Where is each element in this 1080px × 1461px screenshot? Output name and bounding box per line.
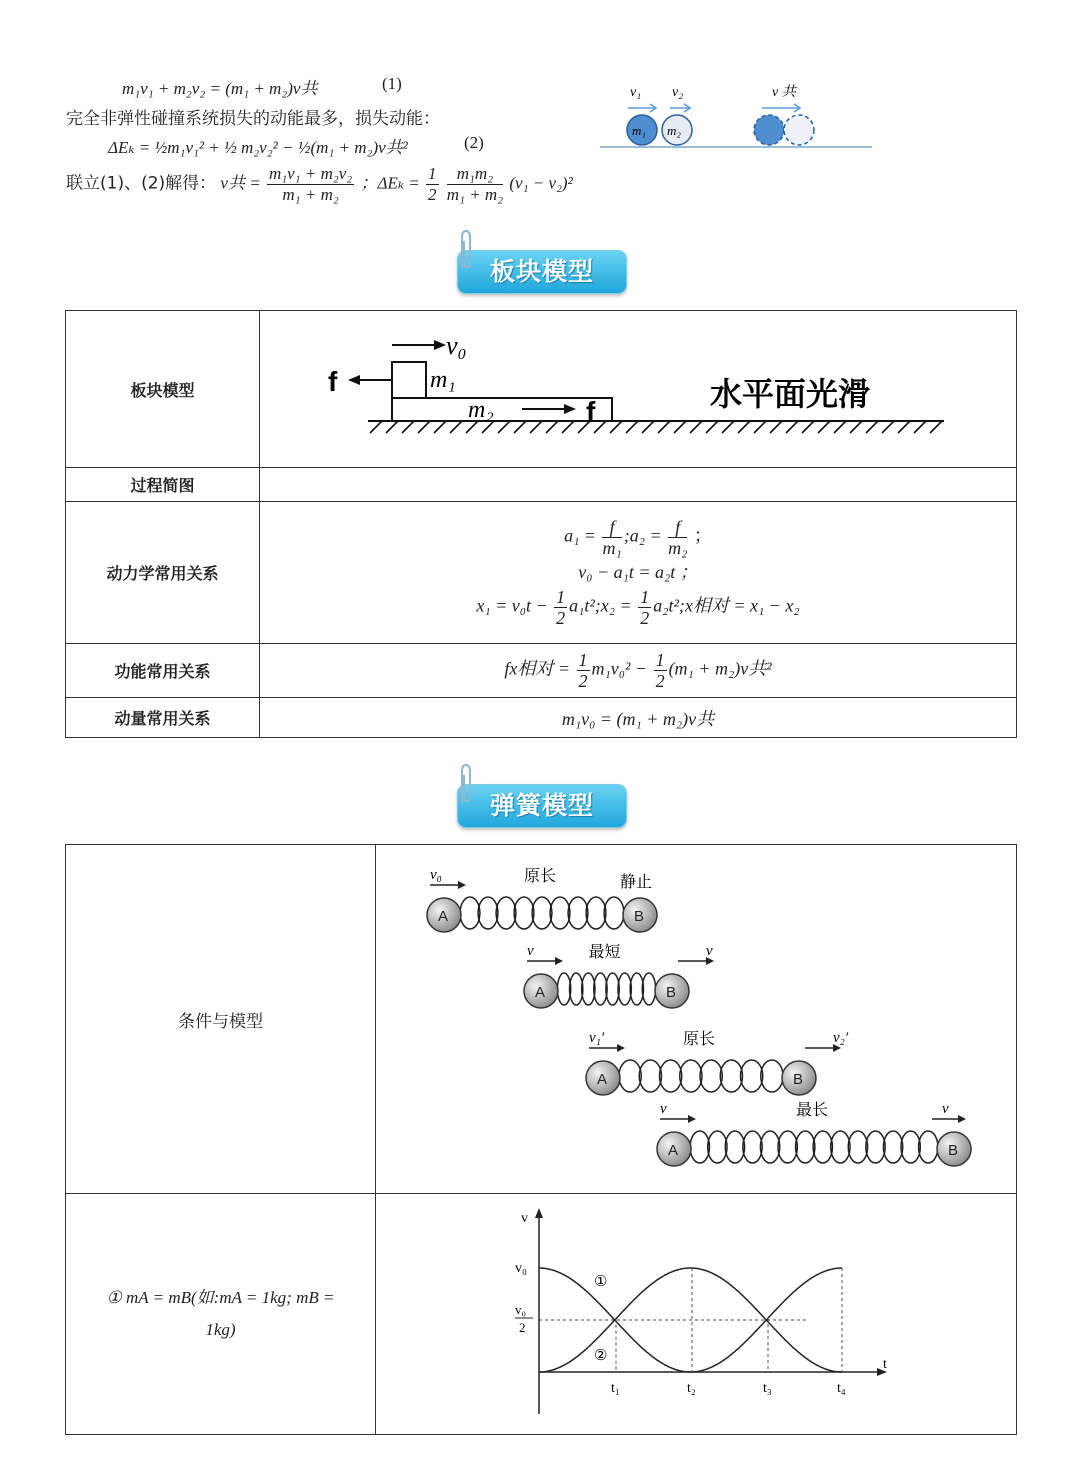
velocity-right-label: v <box>706 943 713 959</box>
spring-coil <box>725 1131 744 1163</box>
arrow-head-icon <box>555 957 563 965</box>
paperclip-icon <box>456 763 474 807</box>
spring-coil <box>720 1060 742 1092</box>
row-label: 动力学常用关系 <box>66 502 260 644</box>
arrow-icon <box>628 104 800 112</box>
spring-coil <box>796 1131 815 1163</box>
loss-text <box>66 104 440 129</box>
fraction-denominator: m₁ + m₂ <box>446 185 504 204</box>
spring-coil <box>743 1131 762 1163</box>
v-common-fraction <box>267 164 354 205</box>
spring-coil <box>618 973 631 1005</box>
table-row <box>66 502 1017 644</box>
ground-hatch <box>370 421 942 433</box>
x2-label: a₁t²;x₂ = <box>569 595 632 616</box>
vt-graph <box>376 1194 1016 1434</box>
arrow-head-icon <box>434 340 446 350</box>
hatch-line <box>866 421 878 433</box>
semicolon: ； <box>693 525 712 547</box>
hatch-line <box>658 421 670 433</box>
hatch-line <box>626 421 638 433</box>
condition-line-1: ① mA = mB(如:mA = 1kg; mB = <box>106 1287 335 1307</box>
spring-coil <box>642 973 655 1005</box>
arrow-head-icon <box>348 375 360 385</box>
hatch-line <box>610 421 622 433</box>
hatch-line <box>402 421 414 433</box>
arrow-head-icon <box>958 1115 966 1123</box>
energy-tail: (m₁ + m₂)v共² <box>668 658 772 679</box>
section-banner-board <box>457 250 627 294</box>
formula-solution <box>66 164 573 205</box>
hatch-line <box>530 421 542 433</box>
spring-coil <box>690 1131 709 1163</box>
energy-lhs: fx相对 = <box>504 658 571 679</box>
m1-label: m₁ <box>430 367 456 393</box>
velocity-right-label: v <box>942 1101 949 1117</box>
state-label: 最短 <box>588 942 621 961</box>
mass-fraction <box>447 164 503 205</box>
velocity-left-label: v <box>527 943 534 959</box>
hatch-line <box>498 421 510 433</box>
spring-coil <box>557 973 570 1005</box>
energy-label: ；ΔEₖ = <box>360 173 420 193</box>
y-axis-label: v <box>521 1211 528 1226</box>
row-label: 条件与模型 <box>66 845 376 1194</box>
formula-momentum-conservation <box>122 74 317 99</box>
collision-figure <box>596 78 876 154</box>
hatch-line <box>738 421 750 433</box>
row-label: 过程简图 <box>66 468 260 502</box>
row-label: 动量常用关系 <box>66 698 260 738</box>
curve-2-label: ② <box>594 1348 608 1364</box>
hatch-line <box>386 421 398 433</box>
hatch-line <box>418 421 430 433</box>
hatch-line <box>642 421 654 433</box>
table-row <box>66 644 1017 698</box>
spring-coil <box>496 897 516 929</box>
fraction-denominator: 2 <box>655 671 665 691</box>
state-label-right: 静止 <box>620 872 653 891</box>
spring-coil <box>778 1131 797 1163</box>
hatch-line <box>802 421 814 433</box>
formula-tag-1 <box>382 74 402 94</box>
hatch-line <box>882 421 894 433</box>
spring-coil <box>514 897 534 929</box>
banner-title: 板块模型 <box>489 257 594 286</box>
fraction-numerator: 1 <box>578 650 588 670</box>
table-row <box>66 468 1017 502</box>
board-diagram <box>260 311 1016 467</box>
spring-coil <box>866 1131 885 1163</box>
arrow-head-icon <box>688 1115 696 1123</box>
hatch-line <box>834 421 846 433</box>
hatch-line <box>770 421 782 433</box>
ball-combined-2 <box>784 115 814 145</box>
half-v0-den: 2 <box>519 1320 526 1335</box>
hatch-line <box>930 421 942 433</box>
m1-label: m₁ <box>632 123 646 138</box>
hatch-line <box>594 421 606 433</box>
spring-coil <box>606 973 619 1005</box>
arrow-head-icon <box>617 1044 625 1052</box>
momentum-cell: m₁v₀ = (m₁ + m₂)v共 <box>260 698 1017 738</box>
state-label: 最长 <box>796 1100 829 1119</box>
fraction-denominator: 2 <box>556 608 566 629</box>
block-m1 <box>392 362 426 398</box>
ball-a-label: A <box>597 1071 608 1088</box>
hatch-line <box>690 421 702 433</box>
ball-b-label: B <box>666 984 677 1001</box>
fraction-numerator: m₁m₂ <box>447 164 503 185</box>
v1-label: v₁ <box>630 85 642 100</box>
spring-coil <box>570 973 583 1005</box>
formula-tag-2 <box>464 133 484 153</box>
loss-text-span: 完全非弹性碰撞系统损失的动能最多，损失动能： <box>66 109 440 129</box>
condition-cell <box>66 1194 376 1435</box>
velocity-left-label: v <box>660 1101 667 1117</box>
velocity-left-label: v₀ <box>430 867 442 883</box>
hatch-line <box>898 421 910 433</box>
spring-coil <box>740 1060 762 1092</box>
arrow-head-icon <box>458 881 466 889</box>
spring-model-table <box>65 844 1017 1435</box>
spring-coil <box>604 897 624 929</box>
formula-energy-loss <box>108 133 408 158</box>
formula-text: ΔEₖ = ½m₁v₁² + ½ m₂v₂² − ½(m₁ + m₂)v共² <box>108 138 408 157</box>
fraction-denominator: m₁ + m₂ <box>282 185 339 204</box>
fraction <box>602 517 621 558</box>
v-common-label: v共 = <box>220 173 261 193</box>
displacement-formula <box>260 587 1016 628</box>
tick-label: t₂ <box>687 1381 696 1396</box>
tag-text: (1) <box>382 74 402 93</box>
spring-coil <box>919 1131 938 1163</box>
condition-line-2: 1kg) <box>205 1320 236 1339</box>
ball-b-label: B <box>634 908 645 925</box>
table-row <box>66 698 1017 738</box>
fraction-denominator: 2 <box>640 608 650 629</box>
spring-coil <box>883 1131 902 1163</box>
velocity-formula: v₀ − a₁t = a₂t ； <box>578 561 698 582</box>
hatch-line <box>850 421 862 433</box>
tick-label: t₁ <box>611 1381 620 1396</box>
ball-a-label: A <box>438 908 449 925</box>
smooth-surface-label: 水平面光滑 <box>710 375 871 413</box>
fraction-numerator: f <box>668 517 687 538</box>
hatch-line <box>562 421 574 433</box>
spring-coil <box>478 897 498 929</box>
spring-coil <box>700 1060 722 1092</box>
hatch-line <box>786 421 798 433</box>
tag-text: (2) <box>464 133 484 152</box>
hatch-line <box>674 421 686 433</box>
board-diagram-cell <box>260 311 1017 468</box>
m2-label: m₂ <box>468 397 494 423</box>
spring-coil <box>568 897 588 929</box>
spring-coil <box>550 897 570 929</box>
fraction-numerator: 1 <box>640 587 650 608</box>
fraction <box>668 517 687 558</box>
velocity-diff: (v₁ − v₂)² <box>509 173 573 193</box>
curve-1-label: ① <box>594 1274 608 1290</box>
velocity-right-label: v₂′ <box>833 1030 849 1046</box>
spring-coil <box>761 1060 783 1092</box>
spring-coil <box>760 1131 779 1163</box>
spring-coil <box>901 1131 920 1163</box>
spring-coil <box>582 973 595 1005</box>
spring-coil <box>813 1131 832 1163</box>
y-arrow-icon <box>535 1208 543 1218</box>
spring-coil <box>831 1131 850 1163</box>
board-model-table <box>65 310 1017 738</box>
spring-coil <box>659 1060 681 1092</box>
accel-formula <box>260 517 1016 558</box>
ball-a-label: A <box>668 1142 679 1159</box>
hatch-line <box>818 421 830 433</box>
spring-coil <box>460 897 480 929</box>
spring-coil <box>586 897 606 929</box>
fraction <box>654 650 667 691</box>
fraction-numerator: m₁v₁ + m₂v₂ <box>268 164 353 183</box>
fraction-numerator: 1 <box>428 164 437 183</box>
energy-cell <box>260 644 1017 698</box>
friction-right-label: f <box>586 396 596 427</box>
half-fraction <box>426 164 439 205</box>
fraction-denominator: 2 <box>428 185 437 204</box>
fraction-denominator: m₁ <box>602 537 622 558</box>
spring-coil <box>532 897 552 929</box>
hatch-line <box>546 421 558 433</box>
energy-mid: m₁v₀² − <box>591 658 648 679</box>
hatch-line <box>754 421 766 433</box>
tick-label: t₃ <box>763 1381 772 1396</box>
spring-coil <box>639 1060 661 1092</box>
spring-coil <box>848 1131 867 1163</box>
section-banner-spring <box>457 784 627 828</box>
fraction-numerator: f <box>602 517 621 538</box>
state-label: 原长 <box>683 1029 716 1048</box>
hatch-line <box>914 421 926 433</box>
formula-text: m₁v₁ + m₂v₂ = (m₁ + m₂)v共 <box>122 79 318 98</box>
hatch-line <box>722 421 734 433</box>
table-row <box>66 1194 1017 1435</box>
table-row <box>66 311 1017 468</box>
state-label: 原长 <box>524 866 557 885</box>
fraction <box>554 587 567 628</box>
row-label: 功能常用关系 <box>66 644 260 698</box>
a2-label: ;a₂ = <box>623 525 662 546</box>
x1-label: x₁ = v₀t − <box>476 595 548 616</box>
ball-b-label: B <box>948 1142 959 1159</box>
v-common-label: v 共 <box>772 85 796 100</box>
spring-coil <box>708 1131 727 1163</box>
hatch-line <box>514 421 526 433</box>
fraction-numerator: 1 <box>655 650 665 670</box>
hatch-line <box>706 421 718 433</box>
fraction-denominator: m₂ <box>668 537 688 558</box>
tick-label: t₄ <box>837 1381 846 1396</box>
fraction <box>638 587 651 628</box>
paperclip-icon <box>456 229 474 273</box>
x-axis-label: t <box>883 1357 887 1372</box>
vt-graph-cell <box>376 1194 1017 1435</box>
spring-stages-diagram <box>376 845 1016 1193</box>
half-v0-num: v₀ <box>515 1302 527 1317</box>
v0-label: v₀ <box>446 331 467 360</box>
v0-tick-label: v₀ <box>515 1261 527 1276</box>
hatch-line <box>370 421 382 433</box>
spring-coil <box>594 973 607 1005</box>
solution-prefix: 联立(1)、(2)解得： <box>66 173 217 194</box>
spring-coil <box>619 1060 641 1092</box>
ball-a-label: A <box>535 984 546 1001</box>
hatch-line <box>434 421 446 433</box>
velocity-left-label: v₁′ <box>589 1030 605 1046</box>
fraction-denominator: 2 <box>578 671 588 691</box>
spring-coil <box>630 973 643 1005</box>
hatch-line <box>450 421 462 433</box>
relative-disp: a₂t²;x相对 = x₁ − x₂ <box>653 595 800 616</box>
ball-combined-1 <box>754 115 784 145</box>
spring-diagram-cell <box>376 845 1017 1194</box>
banner-title: 弹簧模型 <box>489 791 594 820</box>
v2-label: v₂ <box>672 85 684 100</box>
fraction-numerator: 1 <box>556 587 566 608</box>
a1-label: a₁ = <box>564 525 596 546</box>
board-m2 <box>392 398 612 421</box>
spring-coil <box>680 1060 702 1092</box>
fraction <box>577 650 590 691</box>
empty-cell <box>260 468 1017 502</box>
m2-label: m₂ <box>667 123 681 138</box>
table-row <box>66 845 1017 1194</box>
friction-left-label: f <box>328 366 338 397</box>
dynamics-cell <box>260 502 1017 644</box>
ball-b-label: B <box>793 1071 804 1088</box>
row-label: 板块模型 <box>66 311 260 468</box>
